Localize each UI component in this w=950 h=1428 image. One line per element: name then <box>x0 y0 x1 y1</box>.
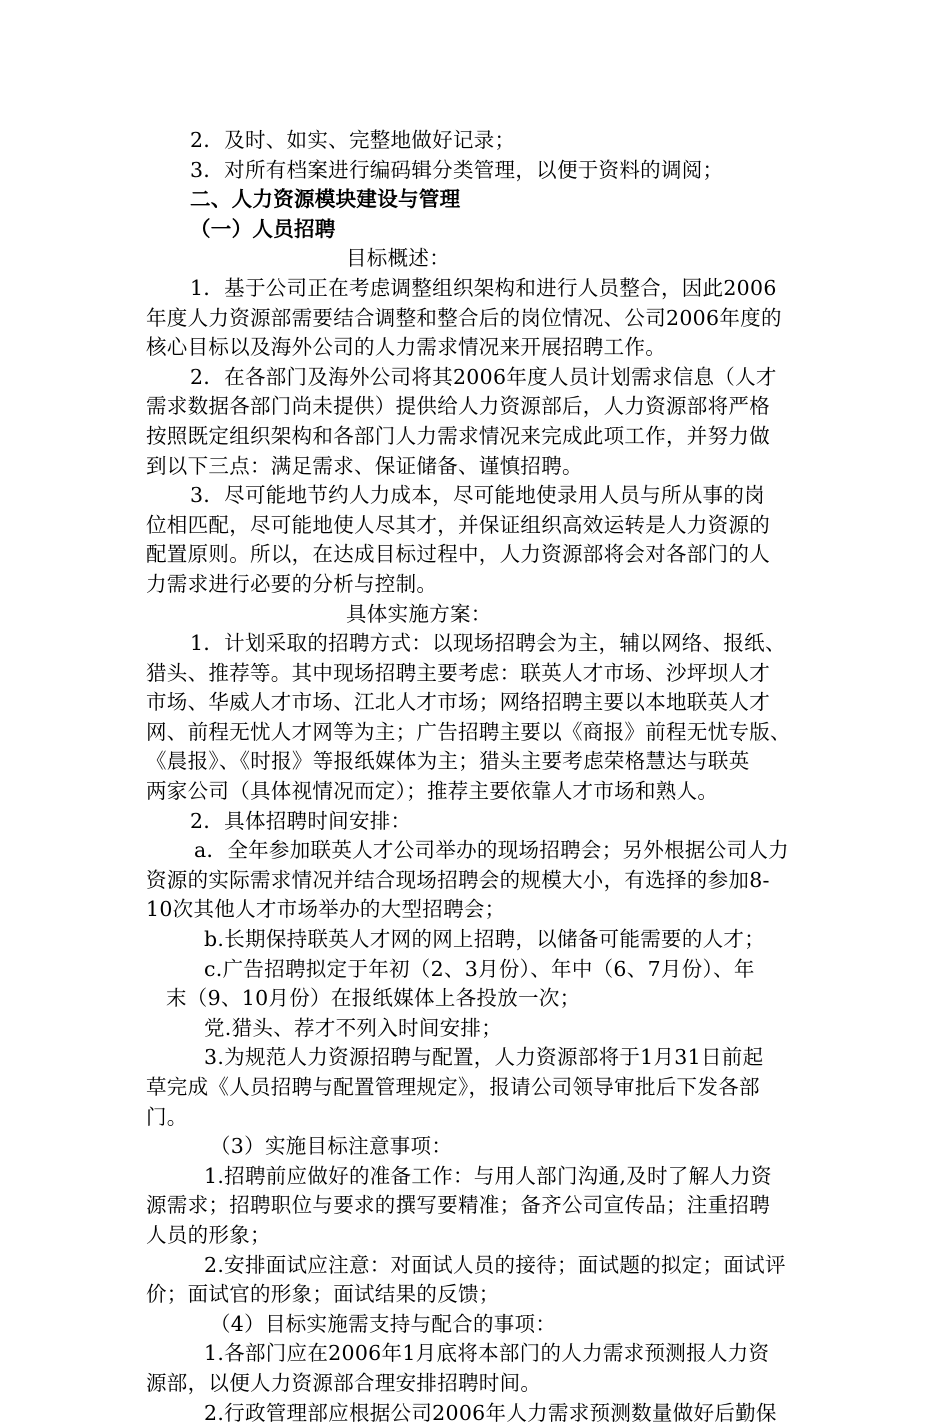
paragraph-line: 网、前程无忧人才网等为主；广告招聘主要以《商报》前程无忧专版、 <box>146 719 791 744</box>
paragraph-line: a．全年参加联英人才公司举办的现场招聘会；另外根据公司人力 <box>194 838 789 863</box>
subsection-heading-recruitment: （一）人员招聘 <box>190 216 336 241</box>
paragraph-line: 1.招聘前应做好的准备工作：与用人部门沟通,及时了解人力资 <box>204 1163 772 1188</box>
paragraph-line: 2．具体招聘时间安排： <box>190 808 412 833</box>
paragraph-line: 2.安排面试应注意：对面试人员的接待；面试题的拟定；面试评 <box>204 1252 786 1277</box>
paragraph-line: 草完成《人员招聘与配置管理规定》，报请公司领导审批后下发各部 <box>146 1075 760 1099</box>
paragraph-line: 门。 <box>146 1104 188 1129</box>
paragraph-line: 1．计划采取的招聘方式：以现场招聘会为主，辅以网络、报纸、 <box>190 631 786 656</box>
paragraph-line: 年度人力资源部需要结合调整和整合后的岗位情况、公司2006年度的 <box>146 305 782 330</box>
paragraph-line: 党.猎头、荐才不列入时间安排； <box>204 1015 503 1040</box>
paragraph-line: 10次其他人才市场举办的大型招聘会； <box>146 897 506 922</box>
document-body <box>146 126 832 1428</box>
paragraph-line: 1．基于公司正在考虑调整组织架构和进行人员整合，因此2006 <box>190 275 777 300</box>
paragraph-line: 源需求；招聘职位与要求的撰写要精准；备齐公司宣传品；注重招聘 <box>146 1193 770 1218</box>
paragraph-line: 配置原则。所以，在达成目标过程中，人力资源部将会对各部门的人 <box>146 542 770 567</box>
paragraph-line: （4）目标实施需支持与配合的事项： <box>210 1311 557 1336</box>
paragraph-line: 市场、华威人才市场、江北人才市场；网络招聘主要以本地联英人才 <box>146 690 770 715</box>
paragraph-line: 1.各部门应在2006年1月底将本部门的人力需求预测报人力资 <box>204 1341 770 1366</box>
paragraph-line: 到以下三点：满足需求、保证储备、谨慎招聘。 <box>146 453 583 478</box>
list-item-archive-coding: 3．对所有档案进行编码辑分类管理，以便于资料的调阅； <box>190 157 724 182</box>
paragraph-line: 资源的实际需求情况并结合现场招聘会的规模大小，有选择的参加8- <box>146 867 770 892</box>
paragraph-line: （3）实施目标注意事项： <box>210 1134 453 1159</box>
label-goal-overview: 目标概述： <box>346 246 450 271</box>
paragraph-line: 核心目标以及海外公司的人力需求情况来开展招聘工作。 <box>146 335 666 360</box>
paragraph-line: 2．在各部门及海外公司将其2006年度人员计划需求信息（人才 <box>190 364 777 389</box>
paragraph-line: b.长期保持联英人才网的网上招聘，以储备可能需要的人才； <box>204 927 766 952</box>
paragraph-line: 位相匹配，尽可能地使人尽其才，并保证组织高效运转是人力资源的 <box>146 512 770 537</box>
paragraph-line: 3.为规范人力资源招聘与配置，人力资源部将于1月31日前起 <box>204 1045 764 1070</box>
paragraph-line: 3．尽可能地节约人力成本，尽可能地使录用人员与所从事的岗 <box>190 483 765 508</box>
paragraph-line: 价；面试官的形象；面试结果的反馈； <box>146 1282 500 1307</box>
paragraph-line: 末（9、10月份）在报纸媒体上各投放一次； <box>166 986 581 1011</box>
paragraph-line: 源部，以便人力资源部合理安排招聘时间。 <box>146 1370 542 1395</box>
paragraph-line: 需求数据各部门尚未提供）提供给人力资源部后，人力资源部将严格 <box>146 394 770 419</box>
paragraph-line: c.广告招聘拟定于年初（2、3月份）、年中（6、7月份）、年 <box>204 956 755 981</box>
list-item-record-keeping: 2．及时、如实、完整地做好记录； <box>190 128 516 152</box>
paragraph-line: 2.行政管理部应根据公司2006年人力需求预测数量做好后勤保 <box>204 1400 777 1425</box>
section-heading-hr-module: 二、人力资源模块建设与管理 <box>190 187 461 212</box>
paragraph-line: 人员的形象； <box>146 1222 271 1247</box>
paragraph-line: 按照既定组织架构和各部门人力需求情况来完成此项工作，并努力做 <box>146 423 770 448</box>
paragraph-line: 两家公司（具体视情况而定）；推荐主要依靠人才市场和熟人。 <box>146 779 719 804</box>
paragraph-line: 力需求进行必要的分析与控制。 <box>146 571 438 596</box>
paragraph-line: 猎头、推荐等。其中现场招聘主要考虑：联英人才市场、沙坪坝人才 <box>146 660 770 685</box>
paragraph-line: 《晨报》、《时报》等报纸媒体为主；猎头主要考虑荣格慧达与联英 <box>146 749 750 774</box>
label-implementation-plan: 具体实施方案： <box>346 601 492 626</box>
